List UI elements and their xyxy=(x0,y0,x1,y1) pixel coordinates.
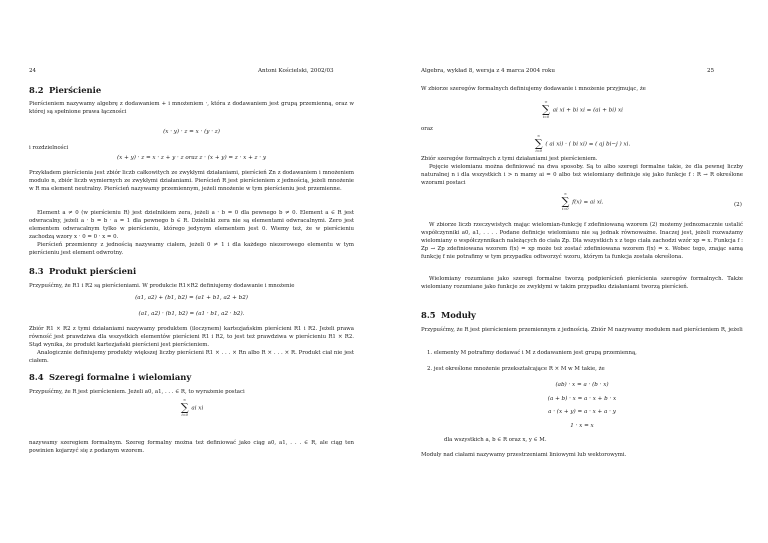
right-page xyxy=(384,0,768,543)
equation xyxy=(421,100,743,120)
summation-symbol: ∞ ∑ i=0 xyxy=(180,398,189,417)
equation xyxy=(421,134,743,154)
section-heading xyxy=(29,85,101,95)
running-head: Antoni Kościelski, 2002/03 xyxy=(258,68,334,74)
equation: (a1, a2) + (b1, b2) = (a1 + b1, a2 + b2) xyxy=(135,295,248,301)
summation-symbol: ∞ ∑ i=0 xyxy=(542,100,550,119)
paragraph: dla wszystkich a, b ∈ R oraz x, y ∈ M. xyxy=(444,437,547,443)
section-heading xyxy=(29,266,136,276)
section-number: 8.5 xyxy=(421,310,436,320)
running-head: Algebra, wykład 8, wersja z 4 marca 2004 roku xyxy=(421,68,555,74)
list-item: 2. jest określone mnożenie przekształcające R × M w M takie, że xyxy=(427,366,605,372)
equation xyxy=(29,398,354,418)
paragraph: Moduły nad ciałami nazywamy przestrzeniami liniowymi lub wektorowymi. xyxy=(421,452,627,458)
section-title: Produkt pierścieni xyxy=(49,266,137,276)
section-number: 8.4 xyxy=(29,372,44,382)
equation: 1 · x = x xyxy=(570,423,594,429)
paragraph: W zbiorze liczb rzeczywistych mając wielomian-funkcję f zdefiniowaną wzorem (2) możemy jednoznacznie ustalić współczynniki a0, a1, . . . . Podane definicje wielomianu nie są jednak równoważne. Inaczej jest, jeżeli rozważamy wielomiany o współczynnikach należących do ciała Zp. Dla wszystkich x z tego ciała zachodzi wzór xp = x. Funkcja f : Zp → Zp zdefiniowana wzorem f(x) = xp może też zostać zdefiniowana wzorem f(x) = x. Wobec tego, znając samą funkcję f nie potrafimy w tym przypadku odtworzyć wzoru, którym ta funkcja została określona. xyxy=(421,222,743,260)
paragraph: nazywamy szeregiem formalnym. Szereg formalny można też definiować jako ciąg a0, a1, . . . ∈ R, ale ciąg ten powinien kojarzyć się z podanym wzorem. xyxy=(29,440,354,454)
equation: (ab) · x = a · (b · x) xyxy=(555,382,609,388)
section-number: 8.3 xyxy=(29,266,44,276)
paragraph: Zbiór R1 × R2 z tymi działaniami nazywamy produktem (iloczynem) kartezjańskim pierścieni R1 i R2. Jeżeli prawa równość jest prawdziwa dla wszystkich elementów pierścieni R1 i R2, to jest też prawdziwa w pierścieniu R1 × R2. Stąd wynika, że produkt kartezjański pierścieni jest pierścieniem. xyxy=(29,326,354,348)
equation-body: ai xi + bi xi = (ai + bi) xi xyxy=(552,107,623,114)
paragraph: Przypuśćmy, że R jest pierścieniem. Jeżeli a0, a1, . . . ∈ R, to wyrażenie postaci xyxy=(29,389,245,395)
paragraph: oraz xyxy=(421,126,433,132)
paragraph: Wielomiany rozumiane jako szeregi formalne tworzą podpierścień pierścienia szeregów formalnych. Także wielomiany rozumiane jako funkcje ze zwykłymi w takim przypadku działaniami tworzą pierścień. xyxy=(421,276,743,290)
list-item: 1. elementy M potrafimy dodawać i M z dodawaniem jest grupą przemienną, xyxy=(427,350,637,356)
paragraph: Pierścieniem nazywamy algebrę z dodawaniem + i mnożeniem ·, która z dodawaniem jest grupą przemienną, oraz w której są spełnione prawa łączności xyxy=(29,101,354,115)
paragraph: Zbiór szeregów formalnych z tymi działaniami jest pierścieniem. xyxy=(421,156,598,162)
page-number: 25 xyxy=(707,68,715,74)
equation-number: (2) xyxy=(734,202,742,208)
paragraph: Przykładem pierścienia jest zbiór liczb całkowitych ze zwykłymi działaniami, pierścień Zn z dodawaniem i mnożeniem modulo n, zbiór liczb wymiernych ze zwykłymi działaniami. Pierścień R jest pierścieniem z jednością, jeżeli mnożenie w R ma element neutralny. Pierścień nazywamy przemiennym, jeżeli mnożenie w tym pierścieniu jest przemienne. xyxy=(29,170,354,192)
equation-term: ai xi xyxy=(191,405,204,412)
paragraph: Pierścień przemienny z jednością nazywamy ciałem, jeżeli 0 ≠ 1 i dla każdego niezerowego elementu w tym pierścieniu jest element odwrotny. xyxy=(29,242,354,256)
paragraph: Przypuśćmy, że R1 i R2 są pierścieniami. W produkcie R1×R2 definiujemy dodawanie i mnożenie xyxy=(29,283,295,289)
summation-symbol: ∞ ∑ i=0 xyxy=(534,134,543,153)
paragraph: Przypuśćmy, że R jest pierścieniem przemiennym z jednością. Zbiór M nazywamy modułem nad pierścieniem R, jeżeli xyxy=(421,327,743,333)
summation-symbol: ∞ ∑ i=0 xyxy=(561,192,570,211)
section-heading xyxy=(421,310,476,320)
equation: (a1, a2) · (b1, b2) = (a1 · b1, a2 · b2). xyxy=(138,311,245,317)
section-heading xyxy=(29,372,191,382)
equation: (x + y) · z = x · z + y · z oraz z · (x + y) = z · x + z · y xyxy=(116,155,266,161)
page-number: 24 xyxy=(29,68,37,74)
equation xyxy=(421,192,743,212)
section-title: Moduły xyxy=(441,310,476,320)
paragraph: Pojęcie wielomianu można definiować na dwa sposoby. Są to albo szeregi formalne takie, że dla pewnej liczby naturalnej n i dla wszystkich i > n mamy ai = 0 albo też wielomiany definiuje się jako funkcje f : R → R określone wzorami postaci xyxy=(421,164,743,186)
paragraph: Element a ≠ 0 (w pierścieniu R) jest dzielnikiem zera, jeżeli a · b = 0 dla pewnego b ≠ 0. Element a ∈ R jest odwracalny, jeżeli a · b = b · a = 1 dla pewnego b ∈ R. Dzielniki zera nie są elementami odwracalnymi. Zero jest elementem odwracalnym tylko w pierścieniu, którego jedynym elementem jest 0. Wiemy też, że w pierścieniu zachodzą wzory x · 0 = 0 · x = 0. xyxy=(29,210,354,240)
equation: (x · y) · z = x · (y · z) xyxy=(163,129,220,135)
paragraph: i rozdzielności xyxy=(29,145,69,151)
section-number: 8.2 xyxy=(29,85,44,95)
equation: a · (x + y) = a · x + a · y xyxy=(548,409,616,415)
section-title: Pierścienie xyxy=(49,85,102,95)
equation-body: f(x) = ai xi. xyxy=(572,199,604,206)
equation: (a + b) · x = a · x + b · x xyxy=(547,396,617,402)
paragraph: Analogicznie definiujemy produkty większej liczby pierścieni R1 × . . . × Rn albo R × . . . × R. Produkt ciał nie jest ciałem. xyxy=(29,350,354,364)
paragraph: W zbiorze szeregów formalnych definiujemy dodawanie i mnożenie przyjmując, że xyxy=(421,86,646,92)
section-title: Szeregi formalne i wielomiany xyxy=(49,372,192,382)
equation-body: ( ai xi) · ( bi xi) = ( aj bi−j ) xi. xyxy=(545,141,631,148)
